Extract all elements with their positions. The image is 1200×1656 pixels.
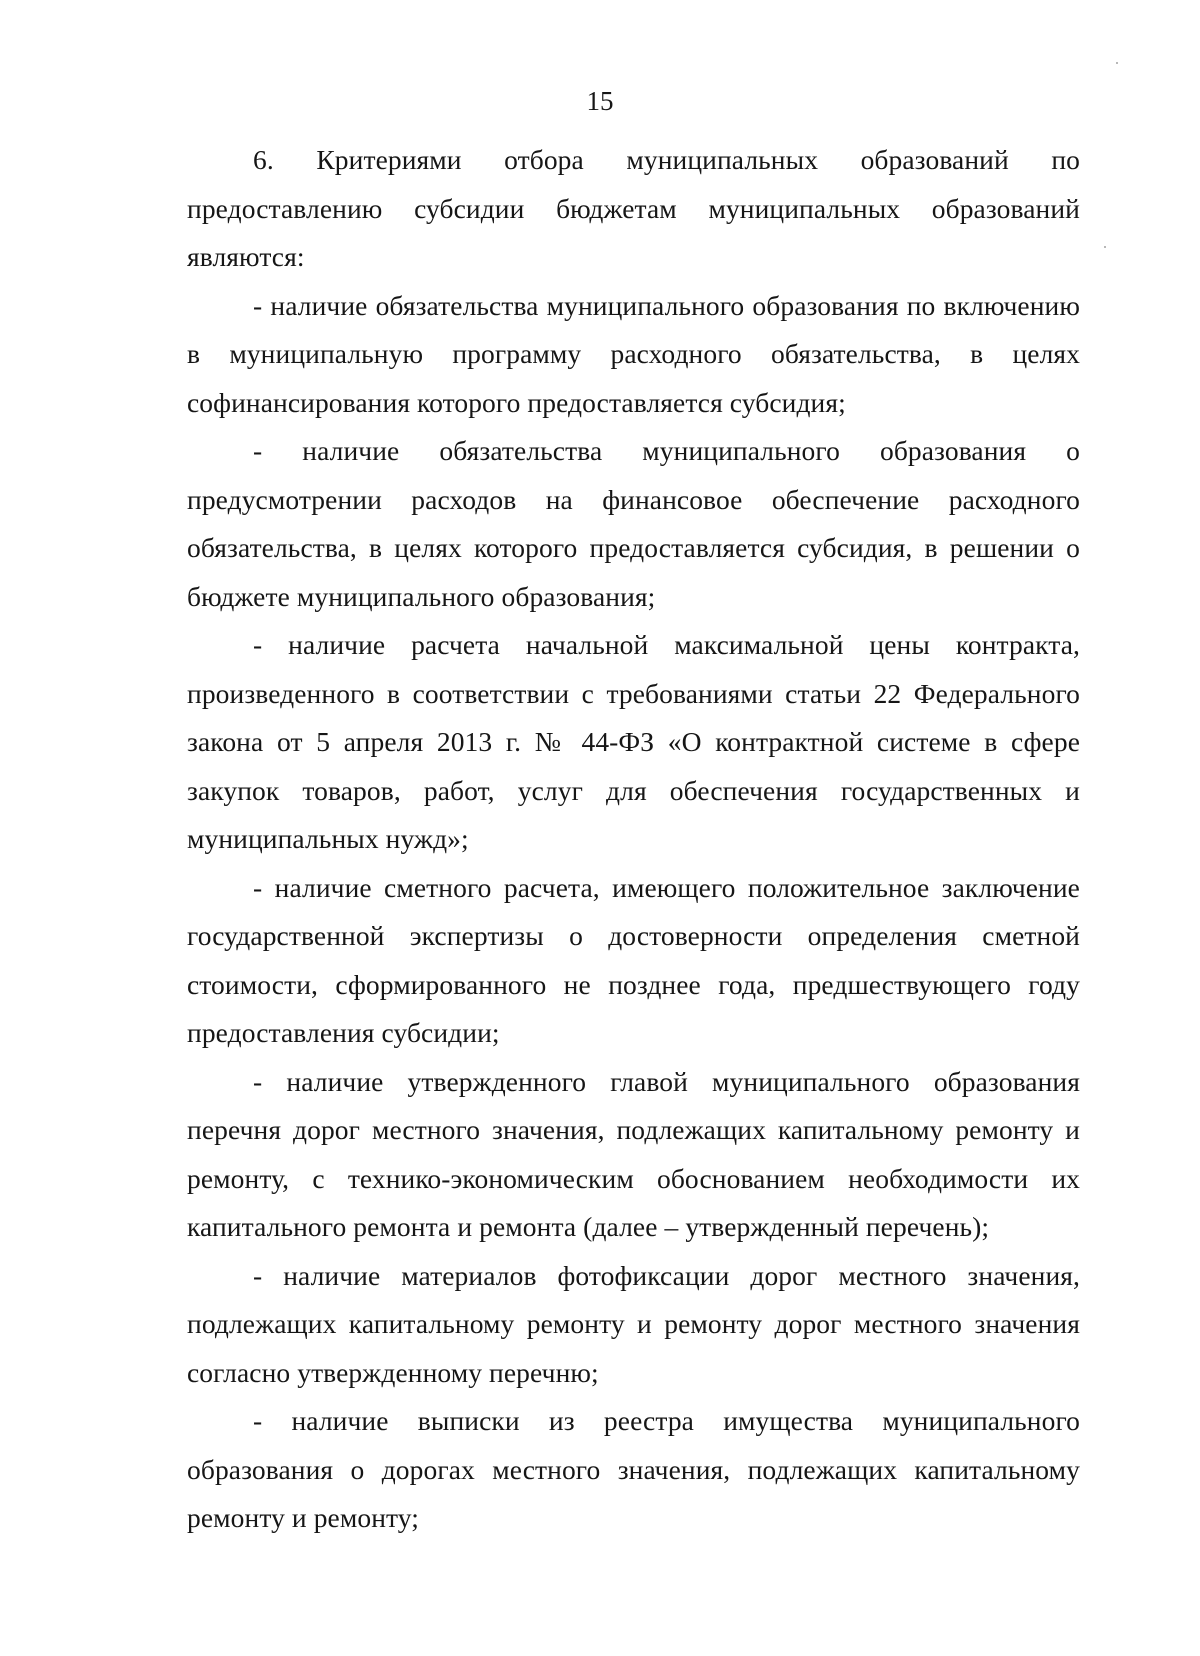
paragraph-road-list: - наличие утвержденного главой муниципального образования перечня дорог местного значения, подлежащих капитальному ремонту и ремонту, с технико-экономическим обоснованием необходимости их капитального ремонта и ремонта (далее – утвержденный перечень);	[187, 1065, 1080, 1242]
scan-speck	[1104, 246, 1106, 248]
paragraph-photo-materials: - наличие материалов фотофиксации дорог местного значения, подлежащих капитальному ремонту и ремонту дорог местного значения согласно утвержденному перечню;	[187, 1259, 1080, 1388]
scan-speck	[1116, 62, 1118, 64]
page-number: 15	[586, 86, 614, 116]
paragraph-obligation-program: - наличие обязательства муниципального образования по включению в муниципальную программу расходного обязательства, в целях софинансирования которого предоставляется субсидия;	[187, 289, 1080, 418]
paragraph-registry-extract: - наличие выписки из реестра имущества муниципального образования о дорогах местного значения, подлежащих капитальному ремонту и ремонту;	[187, 1405, 1080, 1533]
document-body	[187, 136, 1080, 1543]
paragraph-obligation-budget: - наличие обязательства муниципального образования о предусмотрении расходов на финансовое обеспечение расходного обязательства, в целях которого предоставляется субсидия, в решении о бюджете муниципального образования;	[187, 435, 1080, 612]
paragraph-contract-price: - наличие расчета начальной максимальной цены контракта, произведенного в соответствии с требованиями статьи 22 Федерального закона от 5 апреля 2013 г. № 44-ФЗ «О контрактной системе в сфере закупок товаров, работ, услуг для обеспечения государственных и муниципальных нужд»;	[187, 629, 1080, 854]
paragraph-estimate: - наличие сметного расчета, имеющего положительное заключение государственной экспертизы о достоверности определения сметной стоимости, сформированного не позднее года, предшествующего году предоставления субсидии;	[187, 871, 1080, 1048]
paragraph-criteria-intro: 6. Критериями отбора муниципальных образований по предоставлению субсидии бюджетам муниципальных образований являются:	[187, 144, 1080, 272]
